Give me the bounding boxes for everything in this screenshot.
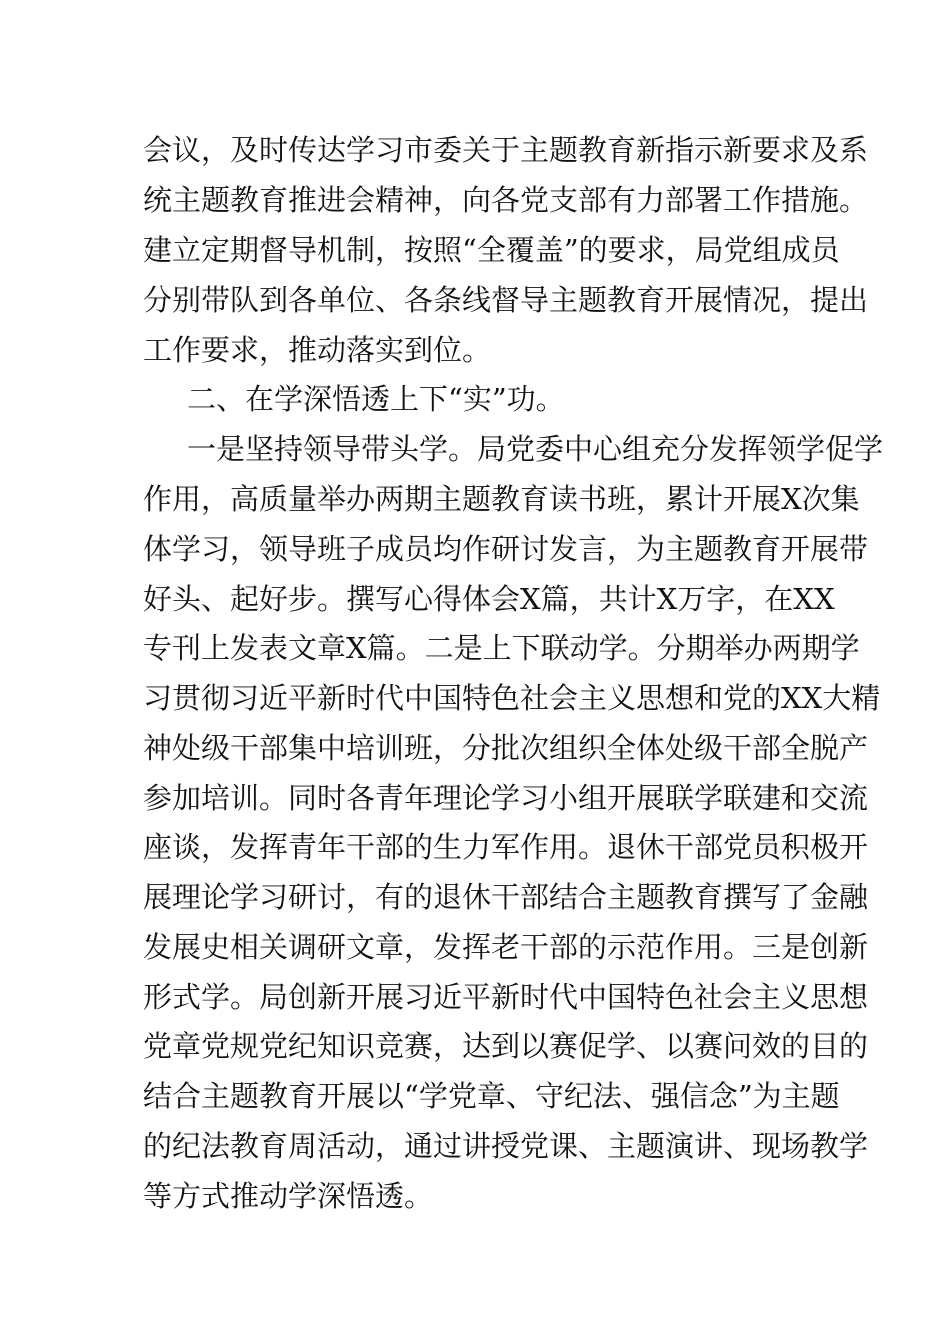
text-line: 好头、起好步。撰写心得体会X篇，共计X万字，在XX [143, 582, 835, 616]
text-line: 发展史相关调研文章，发挥老干部的示范作用。三是创新 [143, 930, 869, 964]
text-line: 的纪法教育周活动，通过讲授党课、主题演讲、现场教学 [143, 1129, 869, 1163]
text-line: 党章党规党纪知识竞赛，达到以赛促学、以赛问效的目的 [143, 1029, 869, 1063]
text-line: 座谈，发挥青年干部的生力军作用。退休干部党员积极开 [143, 830, 869, 864]
text-line: 神处级干部集中培训班，分批次组织全体处级干部全脱产 [143, 731, 869, 765]
text-line: 体学习，领导班子成员均作研讨发言，为主题教育开展带 [143, 532, 869, 566]
section-heading: 二、在学深悟透上下“实”功。 [187, 382, 565, 416]
text-line: 一是坚持领导带头学。局党委中心组充分发挥领学促学 [187, 432, 884, 466]
text-line: 展理论学习研讨，有的退休干部结合主题教育撰写了金融 [143, 880, 869, 914]
text-line: 分别带队到各单位、各条线督导主题教育开展情况，提出 [143, 283, 869, 317]
text-line: 等方式推动学深悟透。 [143, 1179, 434, 1213]
text-line: 专刊上发表文章X篇。二是上下联动学。分期举办两期学 [143, 631, 860, 665]
text-line: 作用，高质量举办两期主题教育读书班，累计开展X次集 [143, 482, 860, 516]
text-line: 工作要求，推动落实到位。 [143, 333, 492, 367]
text-line: 统主题教育推进会精神，向各党支部有力部署工作措施。 [143, 183, 869, 217]
text-line: 习贯彻习近平新时代中国特色社会主义思想和党的XX大精 [143, 681, 881, 715]
text-line: 结合主题教育开展以“学党章、守纪法、强信念”为主题 [143, 1079, 840, 1113]
text-line: 建立定期督导机制，按照“全覆盖”的要求，局党组成员 [143, 233, 840, 267]
text-line: 会议，及时传达学习市委关于主题教育新指示新要求及系 [143, 133, 869, 167]
text-line: 参加培训。同时各青年理论学习小组开展联学联建和交流 [143, 781, 869, 815]
text-line: 形式学。局创新开展习近平新时代中国特色社会主义思想 [143, 980, 869, 1014]
